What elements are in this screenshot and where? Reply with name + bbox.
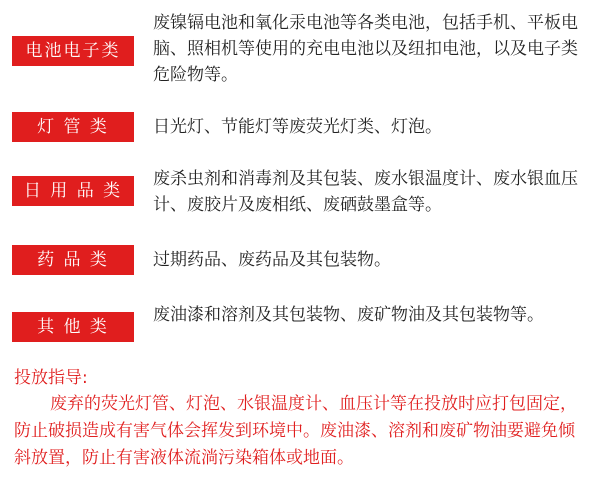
category-badge-lamp: 灯 管 类 xyxy=(12,112,134,142)
category-badge-other: 其 他 类 xyxy=(12,312,134,342)
category-desc-medicine: 过期药品、废药品及其包装物。 xyxy=(153,250,391,270)
category-desc-daily: 废杀虫剂和消毒剂及其包装、废水银温度计、废水银血压计、废胶片及废相纸、废硒鼓墨盒等。 xyxy=(153,169,578,215)
guide-title: 投放指导: xyxy=(14,368,88,388)
guide-text: 废弃的荧光灯管、灯泡、水银温度计、血压计等在投放时应打包固定，防止破损造成有害气体会挥发到环境中。废油漆、溶剂和废矿物油要避免倾斜放置，防止有害液体流淌污染箱体或地面。 xyxy=(14,394,577,468)
category-badge-medicine: 药 品 类 xyxy=(12,245,134,275)
category-badge-battery: 电池电子类 xyxy=(12,36,134,66)
category-desc-lamp: 日光灯、节能灯等废荧光灯类、灯泡。 xyxy=(153,117,442,137)
category-badge-daily: 日 用 品 类 xyxy=(12,176,134,206)
category-desc-other: 废油漆和溶剂及其包装物、废矿物油及其包装物等。 xyxy=(153,305,544,325)
category-desc-battery: 废镍镉电池和氧化汞电池等各类电池，包括手机、平板电脑、照相机等使用的充电电池以及纽扣电池，以及电子类危险物等。 xyxy=(153,13,578,85)
